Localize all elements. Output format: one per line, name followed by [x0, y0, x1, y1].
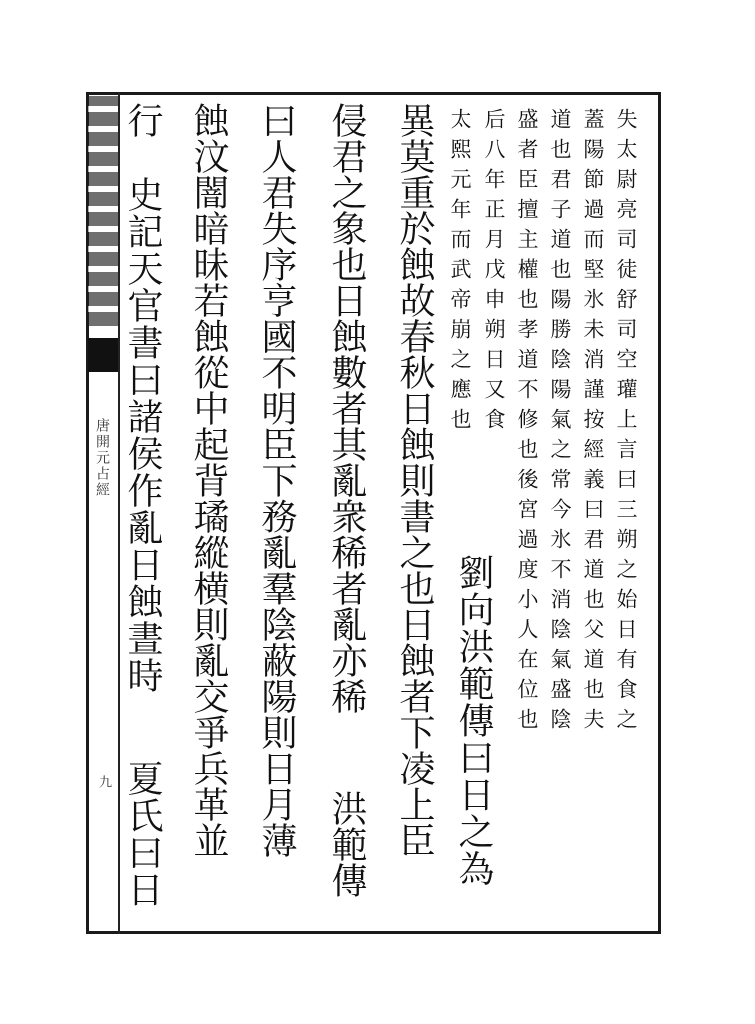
text-column-3: 道也君子道也陽勝陰陽氣之常今氷不消陰氣盛陰	[548, 108, 572, 738]
page-border-frame	[86, 92, 661, 934]
text-column-7: 異莫重於蝕故春秋日蝕則書之也日蝕者下凌上臣	[394, 102, 435, 858]
text-column-5-large: 劉向洪範傳曰日之為	[453, 554, 494, 887]
text-column-10: 蝕汶闇暗昧若蝕從中起背璚縱横則亂交爭兵革並	[188, 102, 229, 858]
margin-book-title: 唐開元占經	[94, 418, 110, 498]
text-column-2: 蓋陽節過而堅氷未消謹按經義曰君道也父道也夫	[581, 108, 605, 738]
text-column-11-tail: 夏氏曰日	[122, 760, 163, 908]
text-column-11-head: 行	[122, 102, 163, 141]
margin-title	[92, 100, 114, 280]
text-column-5: 后八年正月戊申朔日又食	[482, 108, 506, 438]
text-column-6: 太熙元年而武帝崩之應也	[448, 108, 472, 438]
text-column-11: 史記天官書曰諸侯作亂日蝕晝時	[122, 176, 163, 694]
text-column-8-tail: 洪範傳	[326, 790, 367, 898]
fishtail-mark	[88, 338, 118, 368]
text-column-9: 曰人君失序亨國不明臣下務亂羣陰蔽陽則日月薄	[256, 102, 297, 858]
text-column-8: 侵君之象也日蝕數者其亂衆稀者亂亦稀	[326, 102, 367, 714]
text-column-4: 盛者臣擅主權也孝道不修也後宮過度小人在位也	[515, 108, 539, 738]
fishtail-stem	[88, 368, 118, 372]
margin-page-number: 九	[96, 775, 111, 788]
text-column-1: 失太尉亮司徒舒司空瓘上言曰三朔之始日有食之	[614, 108, 638, 738]
